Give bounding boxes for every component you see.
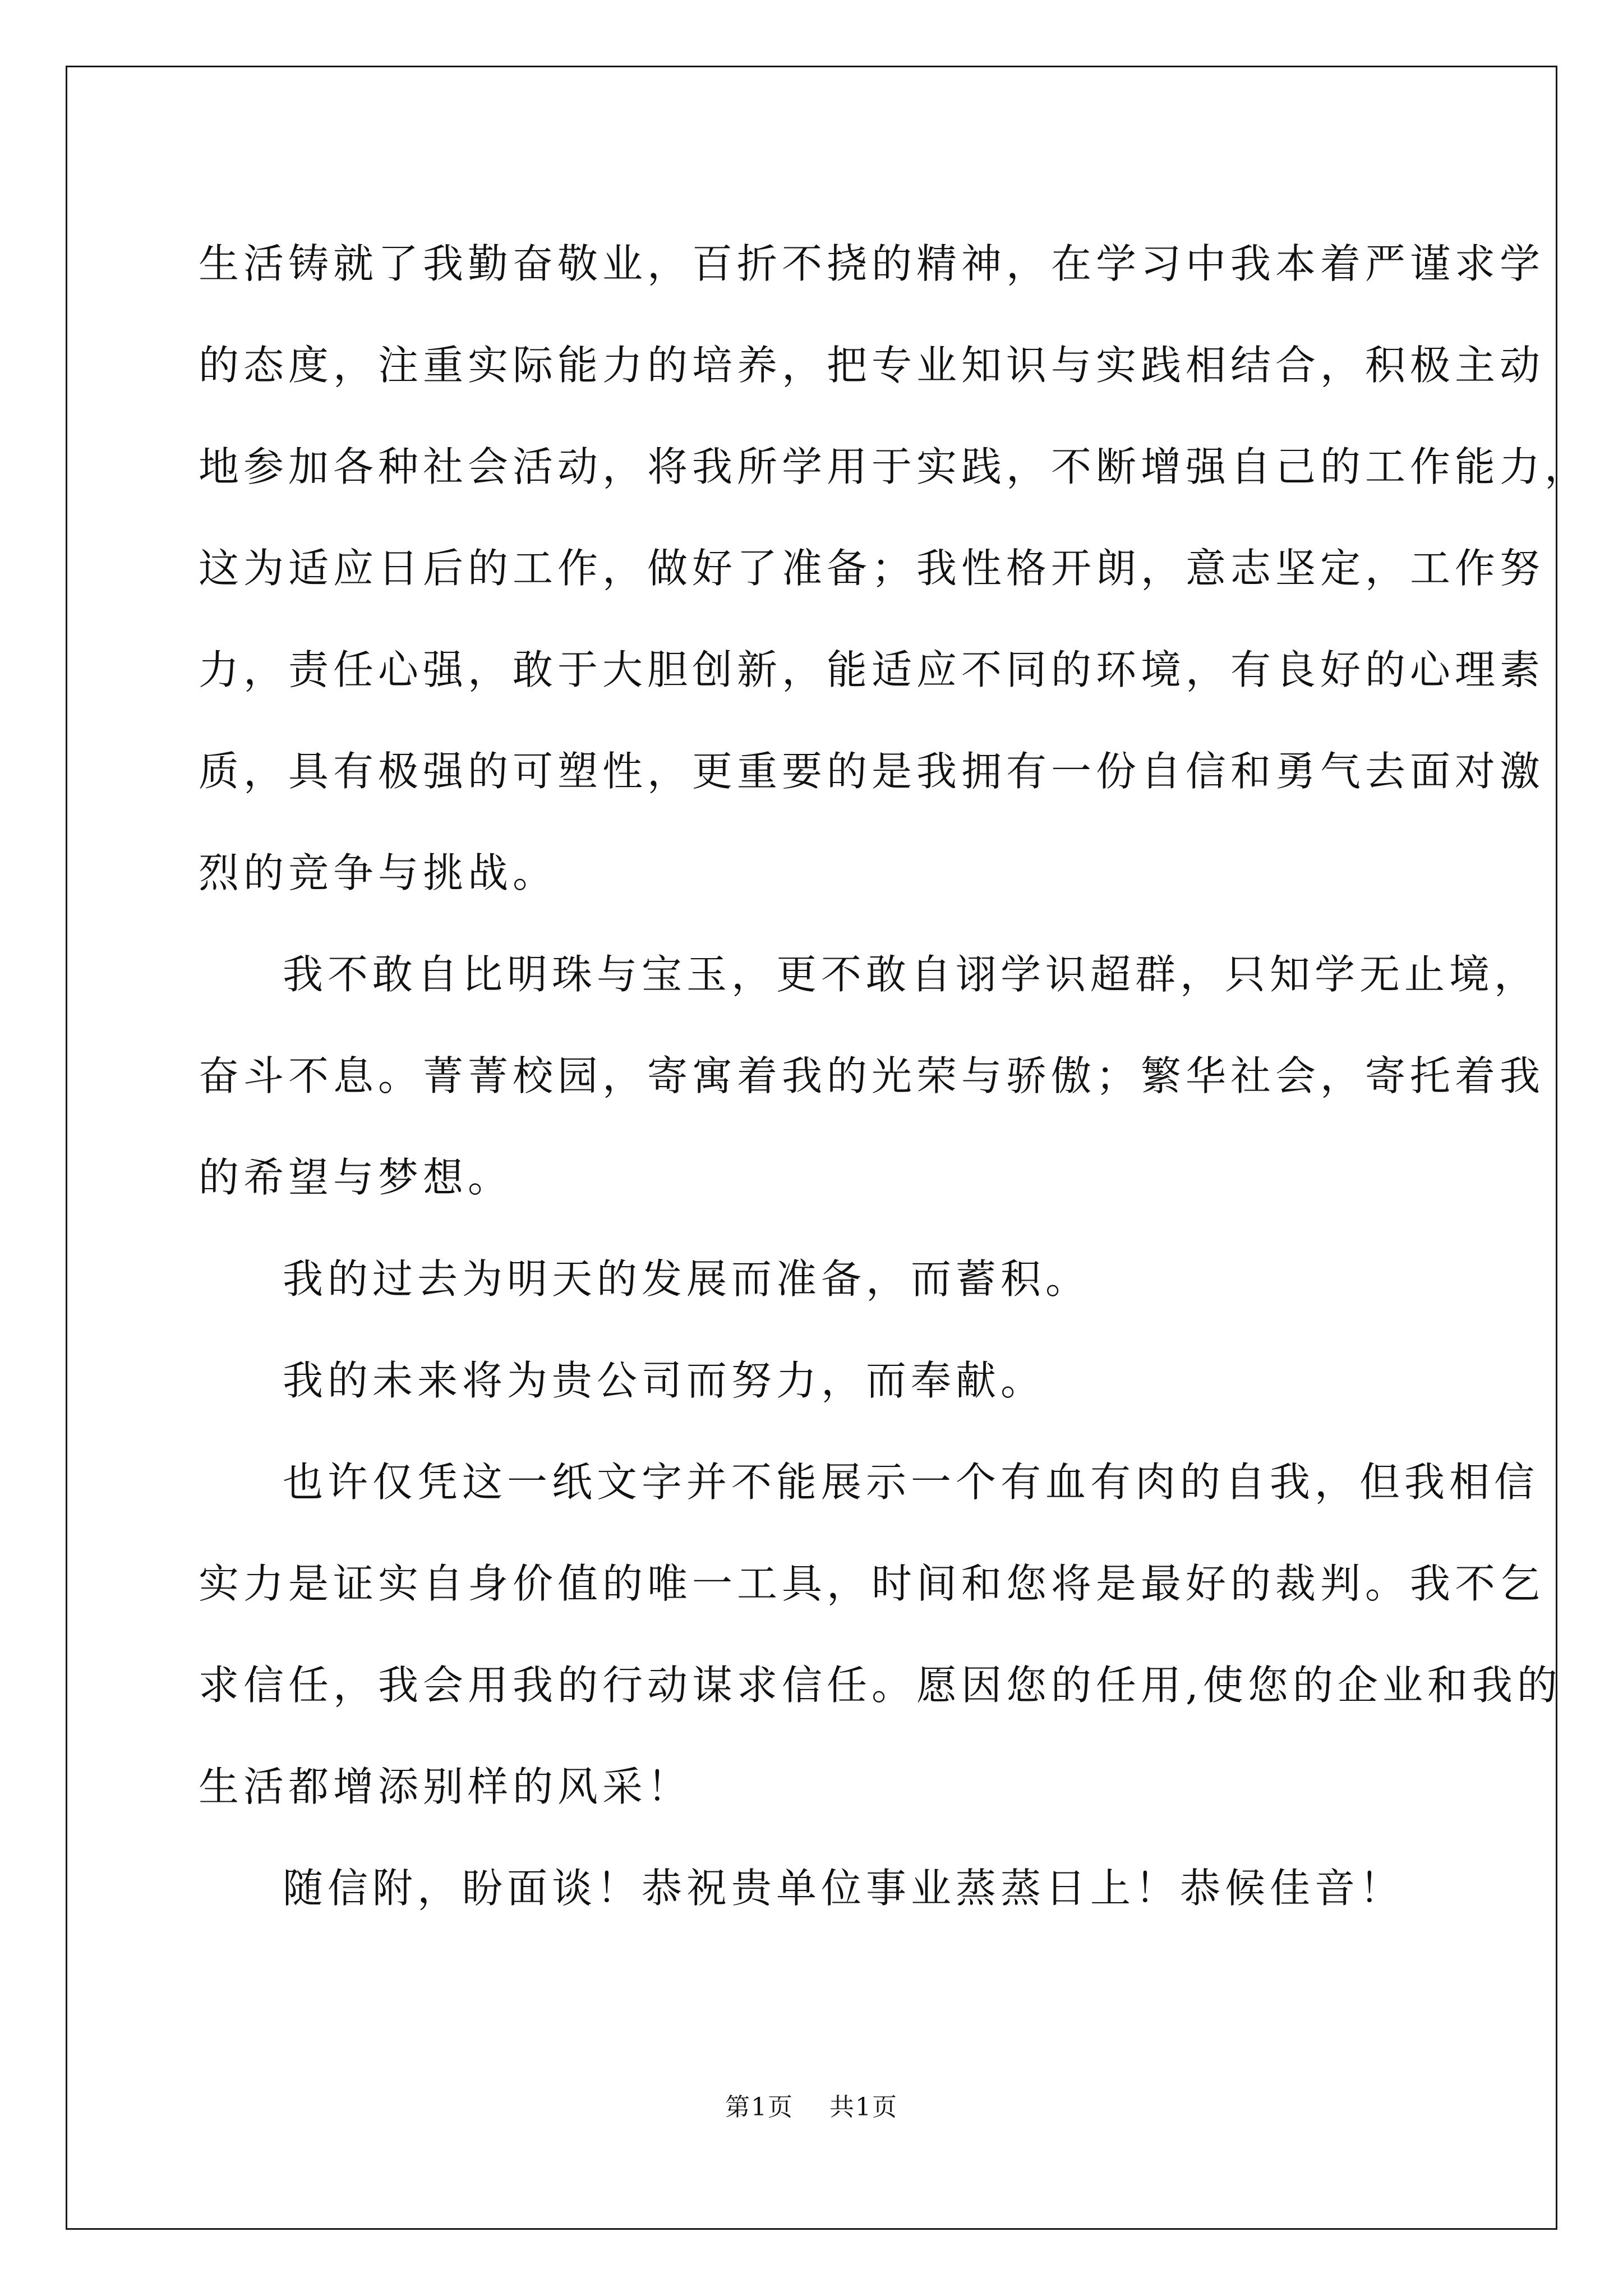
text-line: 实力是证实自身价值的唯一工具，时间和您将是最好的裁判。我不乞 xyxy=(199,1560,1545,1607)
text-line: 奋斗不息。菁菁校园，寄寓着我的光荣与骄傲；繁华社会，寄托着我 xyxy=(199,1052,1545,1099)
paragraph xyxy=(199,1330,1455,1432)
text-line: 生活都增添别样的风采！ xyxy=(199,1763,693,1810)
page-footer xyxy=(0,2087,1623,2123)
paragraph xyxy=(199,1838,1455,1939)
text-line: 我的过去为明天的发展而准备，而蓄积。 xyxy=(283,1255,1091,1303)
text-line: 求信任，我会用我的行动谋求信任。愿因您的任用,使您的企业和我的 xyxy=(199,1662,1562,1709)
page-number-total: 共1页 xyxy=(829,2093,898,2122)
text-line: 生活铸就了我勤奋敬业，百折不挠的精神，在学习中我本着严谨求学 xyxy=(199,240,1545,287)
text-line: 烈的竞争与挑战。 xyxy=(199,849,558,896)
text-line: 随信附，盼面谈！恭祝贵单位事业蒸蒸日上！恭候佳音！ xyxy=(283,1865,1405,1912)
paragraph xyxy=(199,1228,1455,1330)
text-line: 这为适应日后的工作，做好了准备；我性格开朗，意志坚定，工作努 xyxy=(199,545,1545,592)
text-line: 也许仅凭这一纸文字并不能展示一个有血有肉的自我，但我相信 xyxy=(283,1458,1539,1506)
paragraph xyxy=(199,213,1590,924)
text-line: 质，具有极强的可塑性，更重要的是我拥有一份自信和勇气去面对激 xyxy=(199,748,1545,795)
text-line: 的希望与梦想。 xyxy=(199,1154,513,1201)
paragraph xyxy=(199,1432,1562,1838)
paragraph xyxy=(199,924,1545,1228)
text-line: 的态度，注重实际能力的培养，把专业知识与实践相结合，积极主动 xyxy=(199,342,1545,389)
text-line: 我的未来将为贵公司而努力，而奉献。 xyxy=(283,1357,1046,1404)
text-line: 力，责任心强，敢于大胆创新，能适应不同的环境，有良好的心理素 xyxy=(199,646,1545,693)
document-body xyxy=(199,213,1590,1939)
text-line: 地参加各种社会活动，将我所学用于实践，不断增强自己的工作能力， xyxy=(199,443,1590,490)
text-line: 我不敢自比明珠与宝玉，更不敢自诩学识超群，只知学无止境， xyxy=(283,951,1539,998)
page-number-current: 第1页 xyxy=(725,2093,794,2122)
